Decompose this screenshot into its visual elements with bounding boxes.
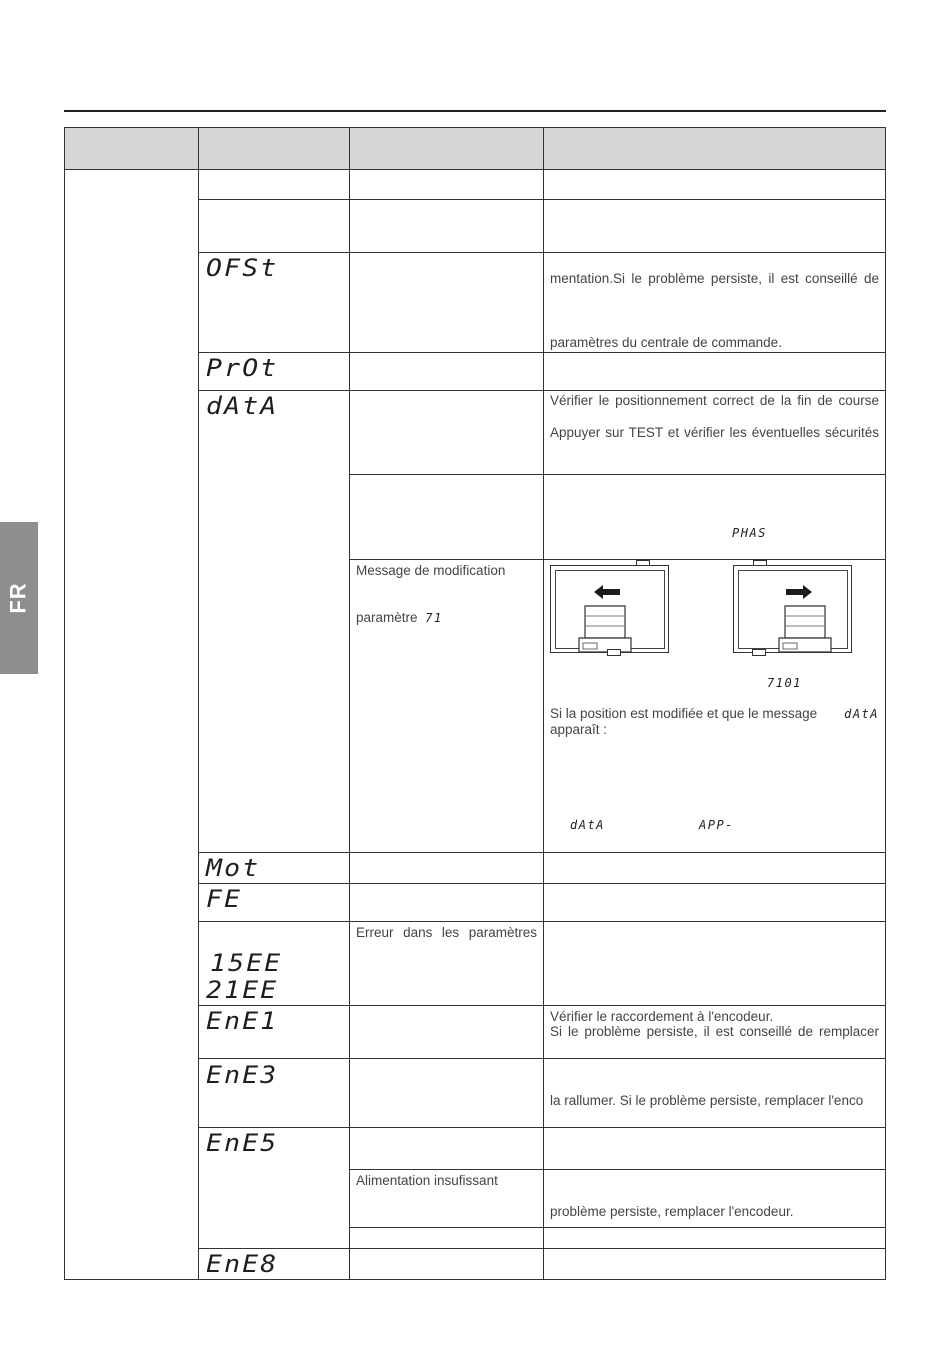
code-data: dAtA [206,392,279,420]
code-ene8: EnE8 [206,1250,279,1278]
position-modified-code: dAtA [844,707,879,721]
ofst-solution-line2: paramètres du centrale de commande. [550,335,782,350]
code-ene3: EnE3 [206,1061,279,1089]
table-header [65,128,885,170]
code-prot: PrOt [206,354,279,382]
ene5-cause: Alimentation insufissant [356,1173,498,1188]
motor-unit-right-icon [775,604,835,656]
params-error-cause: Erreur dans les paramètres [356,925,537,940]
code-21ee: 21EE [206,976,279,1004]
data-solution-line1: Vérifier le positionnement correct de la fin de course [550,393,879,408]
position-modified-text [550,706,879,738]
position-modified-line2: apparaît : [550,722,608,737]
modification-cause-line1: Message de modification [356,563,506,578]
language-tab [0,522,38,674]
arrow-left-icon [594,585,620,599]
position-modified-line1: Si la position est modifiée et que le message [550,706,818,721]
ofst-solution-line1: mentation.Si le problème persiste, il est conseillé de [550,271,879,286]
code-mot: Mot [206,854,261,882]
top-rule [64,110,886,112]
language-tab-label: FR [5,582,31,614]
arrow-right-icon [786,585,812,599]
code-ene5: EnE5 [206,1129,279,1157]
modification-cause-text: paramètre [356,610,418,625]
bottom-code-app: APP- [699,818,734,832]
code-ofst: OFSt [206,254,279,282]
figure-code: 7101 [767,676,802,690]
phas-code: PHAS [732,526,767,540]
data-solution-line2: Appuyer sur TEST et vérifier les éventuelles sécurités [550,425,879,440]
bottom-code-data: dAtA [570,818,605,832]
code-15ee: 15EE [210,949,283,977]
ene1-solution-line1: Vérifier le raccordement à l'encodeur. [550,1009,774,1024]
modification-cause-line2 [356,610,443,626]
ene1-solution-line2: Si le problème persiste, il est conseillé de remplacer [550,1024,879,1039]
motor-unit-left-icon [575,604,635,656]
ene5-solution: problème persiste, remplacer l'encodeur. [550,1204,794,1219]
code-ene1: EnE1 [206,1007,279,1035]
ene3-solution: la rallumer. Si le problème persiste, remplacer l'enco [550,1093,864,1108]
parameter-code: 71 [425,611,443,625]
code-fe: FE [206,885,243,913]
